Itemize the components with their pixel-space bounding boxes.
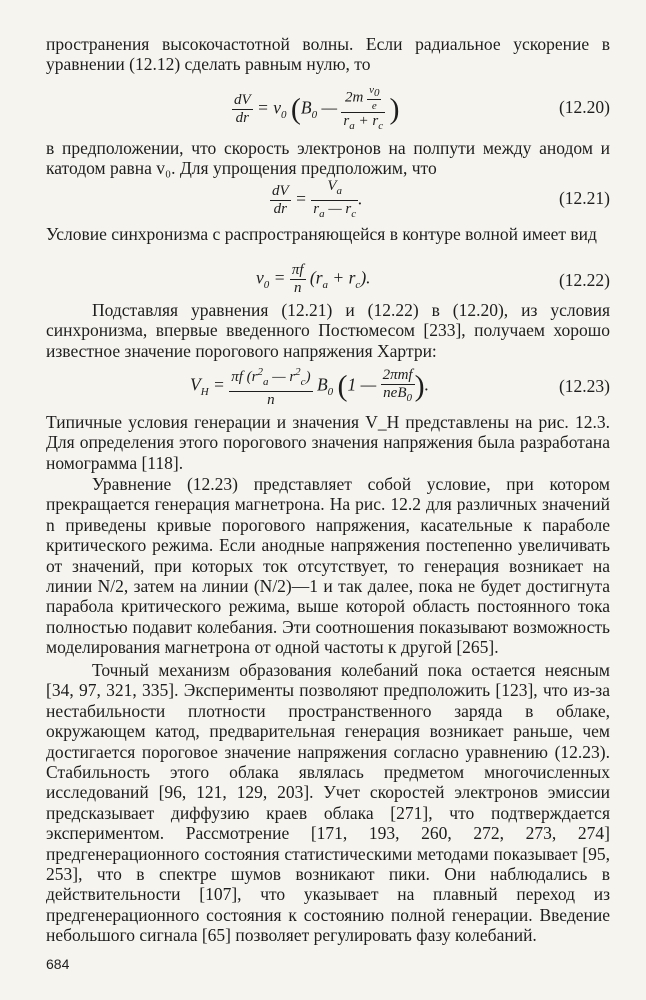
page-number: 684	[46, 956, 70, 972]
equation-12-22: $v_0$ = $\frac{\pi f}{n}$ $(r_a + r_c)$. (12.22)	[256, 262, 610, 296]
equation-number: (12.21)	[558, 187, 610, 208]
equation-12-20: $\frac{dV}{dr}$ = $v_0$ ($B_0$ — 2m $\frac{v0}{e}$ $r_a + r_c$ ) (12.20)	[234, 84, 610, 133]
paragraph-6: Уравнение (12.23) представляет собой условие, при котором прекращается генерация магнетрона. На рис. 12.2 для различных значений n приведены кривые порогового напряжения, касательные к параболе критического режима. Если анодные напряжения постепенно увеличивать от значений, при которых ток отсутствует, то генерация возникает на линии N/2, затем на линии (N/2)—1 и так далее, пока не будет достигнута парабола критического режима, выше которой область постоянного тока полностью подавит колебания. Эти соотношения показывают возможность моделирования магнетрона от одной частоты к другой [265].	[46, 474, 610, 658]
paragraph-3: Условие синхронизма с распространяющейся в контуре волной имеет вид	[46, 224, 597, 244]
paragraph-1: пространения высокочастотной волны. Если радиальное ускорение в уравнении (12.12) сделать равным нулю, то	[46, 34, 610, 75]
paragraph-4: Подставляя уравнения (12.21) и (12.22) в (12.20), из условия синхронизма, впервые введенного Постюмесом [233], получаем хорошо известное значение порогового напряжения Хартри:	[46, 300, 610, 361]
paragraph-5: Типичные условия генерации и значения V_H представлены на рис. 12.3. Для определения этого порогового значения напряжения была разработана номограмма [118].	[46, 412, 610, 473]
paragraph-2: в предположении, что скорость электронов на полпути между анодом и катодом равна v₀. Для упрощения предположим, что	[46, 138, 610, 179]
equation-number: (12.22)	[558, 269, 610, 290]
equation-12-21: $\frac{dV}{dr}$ = $\frac{V_a}{r_a — r_c}$ . (12.21)	[272, 178, 610, 220]
paragraph-7: Точный механизм образования колебаний пока остается неясным [34, 97, 321, 335]. Эксперименты позволяют предположить [123], что из-за нестабильности плотности пространственного заряда в облаке, окружающем катод, предварительная генерация возникает раньше, чем достигается пороговое значение напряжения согласно уравнению (12.23). Стабильность этого облака являлась предметом многочисленных исследований [96, 121, 129, 203]. Учет скоростей электронов эмиссии предсказывает диффузию краев облака [271], что подтверждается экспериментом. Рассмотрение [171, 193, 260, 272, 273, 274] предгенерационного состояния статистическими методами показывает [95, 253], что в спектре шумов возникают пики. Они наблюдались в действительности [107], что указывает на плавный переход из предгенерационного состояния к состоянию полной генерации. Введение небольшого сигнала [65] позволяет регулировать фазу колебаний.	[46, 660, 610, 946]
equation-number: (12.23)	[558, 375, 610, 396]
equation-12-23: $V_H$ = $\frac{\pi f (r^2_a — r^2_c)}{n}$ $B_0$ (1 — $\frac{\text{2πmf}}{neB_0}$ ). (12.23)	[190, 366, 610, 408]
equation-number: (12.20)	[558, 96, 610, 117]
